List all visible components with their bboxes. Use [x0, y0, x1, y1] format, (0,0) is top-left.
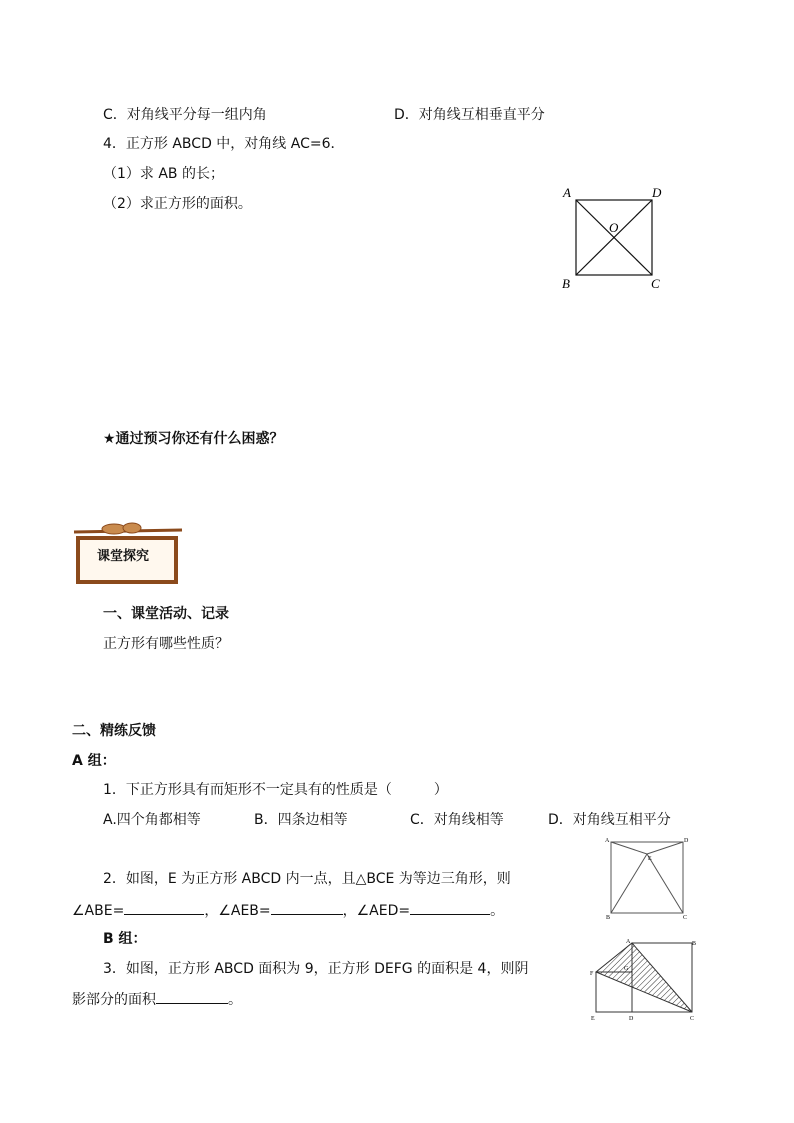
separator: ， — [342, 903, 357, 919]
label-c: C — [651, 276, 660, 291]
banner-knot-left — [102, 524, 126, 534]
separator: ， — [204, 903, 219, 919]
label-a: A — [605, 838, 610, 844]
section-1-title: 一、课堂活动、记录 — [103, 606, 229, 622]
section-2-title: 二、精练反馈 — [72, 723, 156, 739]
a1-option-c: C．对角线相等 — [410, 812, 504, 828]
label-a: A — [563, 185, 571, 200]
question-4-part-1: （1）求 AB 的长； — [103, 166, 224, 182]
banner-label: 课堂探究 — [97, 549, 150, 564]
label-b: B — [606, 915, 611, 920]
option-c: C．对角线平分每一组内角 — [103, 107, 267, 123]
label-a: A — [626, 939, 631, 945]
period: 。 — [228, 992, 242, 1008]
square-outline — [611, 842, 683, 913]
segment-ae — [611, 842, 647, 854]
question-4: 4．正方形 ABCD 中，对角线 AC=6． — [103, 136, 345, 152]
group-a-label: A 组： — [72, 753, 116, 769]
a1-option-d: D．对角线互相平分 — [548, 812, 671, 828]
label-d: D — [652, 185, 662, 200]
angle-aeb-label: ∠AEB= — [218, 903, 271, 919]
square-diagonals-figure — [555, 180, 675, 295]
label-b: B — [562, 276, 570, 291]
label-e: E — [591, 1016, 595, 1022]
angle-abe-blank[interactable] — [124, 900, 204, 915]
label-d: D — [629, 1016, 634, 1022]
confusion-prompt: ★通过预习你还有什么困惑？ — [103, 431, 284, 447]
label-c: C — [683, 915, 688, 920]
two-squares-figure — [588, 935, 698, 1025]
option-d: D．对角线互相垂直平分 — [394, 107, 545, 123]
question-b3-line1: 3．如图，正方形 ABCD 面积为 9，正方形 DEFG 的面积是 4，则阴 — [103, 961, 529, 977]
b3-text: 影部分的面积 — [72, 992, 156, 1008]
question-a2-line1: 2．如图，E 为正方形 ABCD 内一点，且△BCE 为等边三角形，则 — [103, 871, 511, 887]
equilateral-triangle-figure — [603, 836, 691, 920]
label-g: G — [624, 966, 629, 972]
label-b: B — [692, 941, 697, 947]
shaded-triangle — [596, 943, 692, 1012]
period: 。 — [490, 903, 505, 919]
angle-aed-blank[interactable] — [410, 900, 490, 915]
a1-option-a: A.四个角都相等 — [103, 812, 201, 828]
label-d: D — [684, 838, 689, 844]
question-a1: 1．下正方形具有而矩形不一定具有的性质是（ ） — [103, 782, 448, 798]
segment-de — [647, 842, 683, 854]
question-b3-line2 — [72, 989, 242, 1009]
question-a2-line2 — [72, 900, 504, 920]
a1-option-b: B．四条边相等 — [254, 812, 348, 828]
label-c: C — [690, 1016, 695, 1022]
section-1-question: 正方形有哪些性质？ — [103, 636, 229, 652]
segment-ce — [647, 854, 683, 913]
shaded-area-blank[interactable] — [156, 989, 228, 1004]
question-4-part-2: （2）求正方形的面积。 — [103, 196, 252, 212]
label-f: F — [590, 971, 594, 977]
label-o: O — [609, 220, 619, 235]
angle-aeb-blank[interactable] — [271, 900, 343, 915]
angle-aed-label: ∠AED= — [356, 903, 411, 919]
group-b-label: B 组： — [103, 931, 147, 947]
segment-be — [611, 854, 647, 913]
banner-knot-right — [123, 523, 141, 533]
label-e: E — [648, 856, 652, 862]
angle-abe-label: ∠ABE= — [72, 903, 125, 919]
